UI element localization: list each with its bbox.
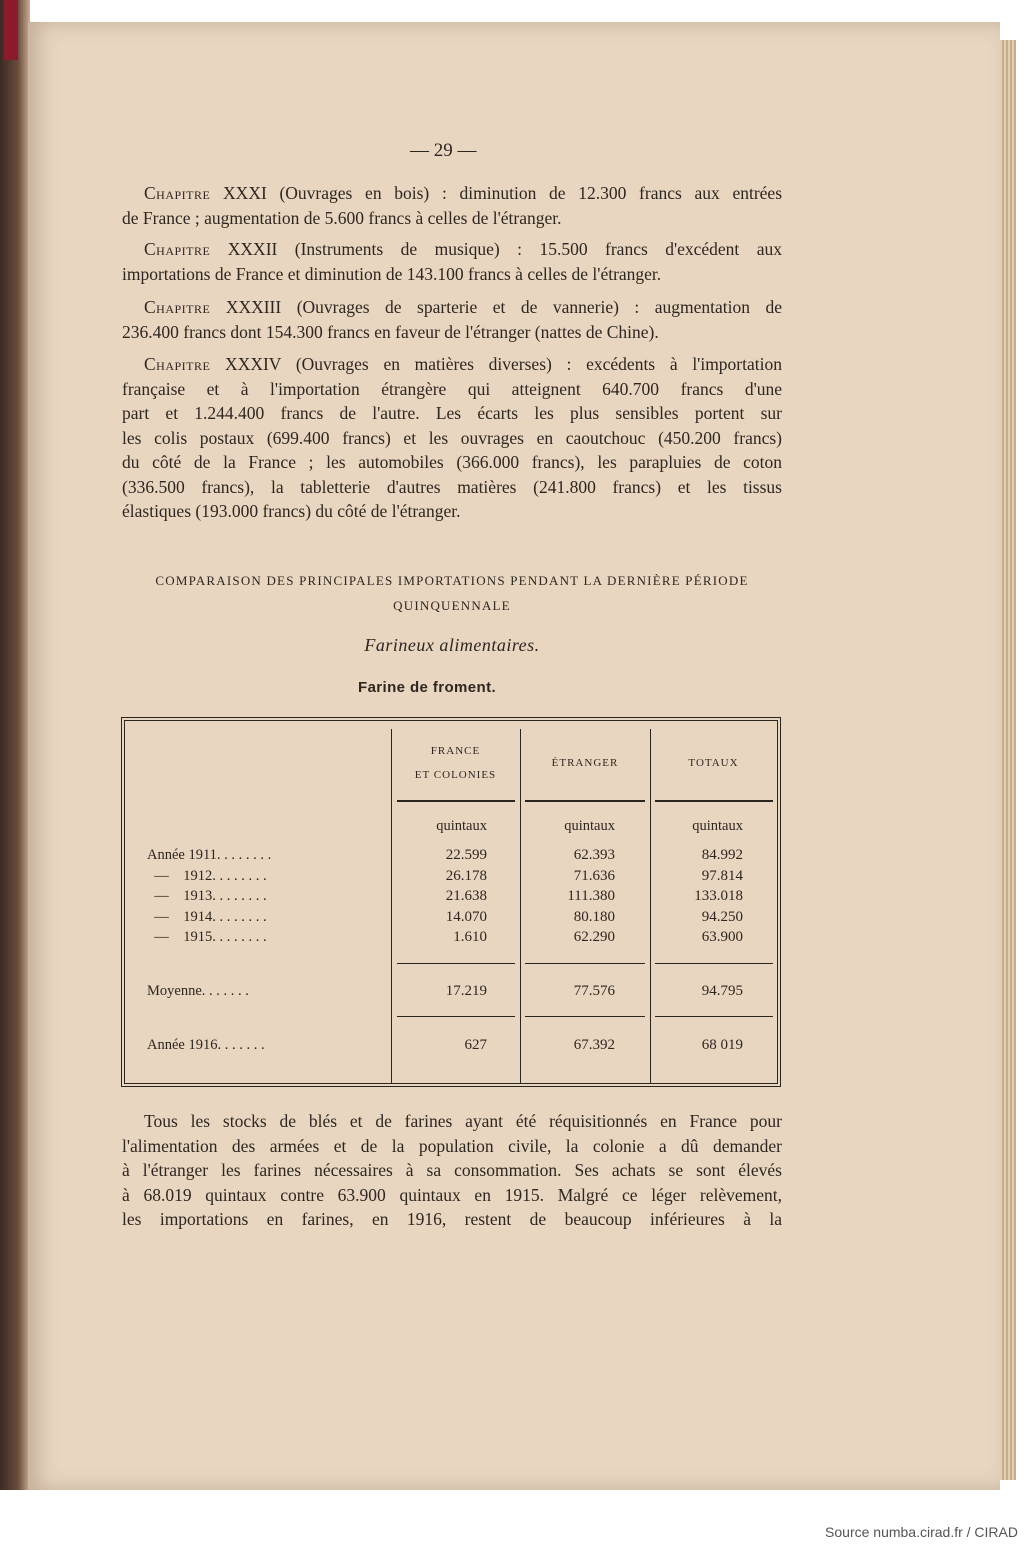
table-row-cell: 71.636 xyxy=(573,867,615,884)
unit-label: quintaux xyxy=(564,818,615,834)
page-number: — 29 — xyxy=(410,140,477,161)
table-row-cell: 62.393 xyxy=(573,847,615,863)
year-1916-row-cell: 627 xyxy=(464,1037,487,1053)
text-line: les importations en farines, en 1916, restent de beaucoup inférieures à la xyxy=(122,1209,782,1229)
chapter-lead: Chapitre xyxy=(144,183,211,203)
closing-paragraph xyxy=(122,1109,782,1232)
table-row-label: — 1914. . . . . . . . xyxy=(147,908,267,925)
text: XXXIII (Ouvrages de sparterie et de vannerie) : augmentation de xyxy=(210,297,782,317)
text-line: du côté de la France ; les automobiles (366.000 francs), les parapluies de coton xyxy=(122,452,782,472)
text-line xyxy=(122,181,782,206)
text: XXXII (Instruments de musique) : 15.500 francs d'excédent aux xyxy=(210,239,782,259)
text-line: l'alimentation des armées et de la population civile, la colonie a dû demander xyxy=(122,1135,782,1156)
table-row-label: — 1913. . . . . . . . xyxy=(147,888,267,904)
table-row-cell: 63.900 xyxy=(701,929,743,945)
text-line xyxy=(122,237,782,262)
data-table xyxy=(121,717,781,1087)
table-row-cell: 97.814 xyxy=(701,867,743,884)
unit-label: quintaux xyxy=(436,818,487,834)
text-line: de France ; augmentation de 5.600 francs à celles de l'étranger. xyxy=(122,207,562,228)
table-row-cell: 14.070 xyxy=(445,908,487,925)
table-row-cell: 1.610 xyxy=(453,929,487,945)
text-line xyxy=(122,352,782,377)
book-spine xyxy=(0,0,30,1490)
section-heading-line: COMPARAISON DES PRINCIPALES IMPORTATIONS PENDANT LA DERNIÈRE PÉRIODE xyxy=(155,573,749,588)
table-row-label: — 1915. . . . . . . . xyxy=(147,929,267,945)
table-row-cell: 133.018 xyxy=(694,888,743,904)
text: XXXI (Ouvrages en bois) : diminution de 12.300 francs aux entrées xyxy=(210,183,782,203)
year-1916-row-cell: 67.392 xyxy=(573,1037,615,1053)
table-row-cell: 111.380 xyxy=(567,888,615,904)
year-1916-row-label: Année 1916. . . . . . . xyxy=(147,1037,265,1053)
table-row-cell: 62.290 xyxy=(573,929,615,945)
text: XXXIV (Ouvrages en matières diverses) : excédents à l'importation xyxy=(210,354,782,374)
paragraph xyxy=(122,181,782,230)
bookmark-ribbon xyxy=(4,0,18,60)
average-row-cell: 77.576 xyxy=(573,983,615,999)
average-row-label: Moyenne. . . . . . . xyxy=(147,983,249,999)
average-row-cell: 94.795 xyxy=(701,983,743,999)
paragraph xyxy=(122,237,782,286)
text-line xyxy=(122,295,782,320)
unit-label: quintaux xyxy=(692,818,743,834)
table-title: Farine de froment. xyxy=(358,679,497,696)
chapter-lead: Chapitre xyxy=(144,239,211,259)
text-line: les colis postaux (699.400 francs) et les ouvrages en caoutchouc (450.200 francs) xyxy=(122,427,782,448)
text-line: importations de France et diminution de 143.100 francs à celles de l'étranger. xyxy=(122,263,662,284)
source-credit: Source numba.cirad.fr / CIRAD xyxy=(825,1524,1018,1540)
column-header-etranger: ÉTRANGER xyxy=(551,757,619,769)
text-line: française et à l'importation étrangère qui atteignent 640.700 francs d'une xyxy=(122,378,782,399)
chapter-lead: Chapitre xyxy=(144,354,211,374)
text-line: part et 1.244.400 francs de l'autre. Les écarts les plus sensibles portent sur xyxy=(122,403,782,423)
paragraph xyxy=(122,352,782,524)
table-row-label: Année 1911. . . . . . . . xyxy=(147,847,272,863)
text-line: 236.400 francs dont 154.300 francs en faveur de l'étranger (nattes de Chine). xyxy=(122,321,659,342)
table-row-cell: 94.250 xyxy=(701,908,743,925)
text-line: élastiques (193.000 francs) du côté de l'étranger. xyxy=(122,501,461,521)
table-row-cell: 80.180 xyxy=(573,908,615,925)
table-row-cell: 21.638 xyxy=(445,888,487,904)
chapter-lead: Chapitre xyxy=(144,297,211,317)
year-1916-row-cell: 68 019 xyxy=(701,1037,743,1053)
table-row-cell: 26.178 xyxy=(445,867,487,884)
average-row-cell: 17.219 xyxy=(445,983,487,999)
column-header-totaux: TOTAUX xyxy=(688,757,739,769)
table-row-cell: 22.599 xyxy=(445,847,487,863)
table-row-cell: 84.992 xyxy=(701,847,743,863)
text-line: à 68.019 quintaux contre 63.900 quintaux en 1915. Malgré ce léger relèvement, xyxy=(122,1184,782,1205)
subheading: Farineux alimentaires. xyxy=(364,635,540,655)
text-line: à l'étranger les farines nécessaires à sa consommation. Ses achats se sont élevés xyxy=(122,1160,782,1180)
column-header-france: FRANCE ET COLONIES xyxy=(414,745,497,781)
text-line: Tous les stocks de blés et de farines ayant été réquisitionnés en France pour xyxy=(144,1111,782,1131)
section-heading-line: QUINQUENNALE xyxy=(393,598,511,613)
text-line: (336.500 francs), la tabletterie d'autres matières (241.800 francs) et les tissus xyxy=(122,476,782,497)
paragraph xyxy=(122,295,782,344)
section-heading xyxy=(122,568,782,618)
table-row-label: — 1912. . . . . . . . xyxy=(147,867,267,884)
